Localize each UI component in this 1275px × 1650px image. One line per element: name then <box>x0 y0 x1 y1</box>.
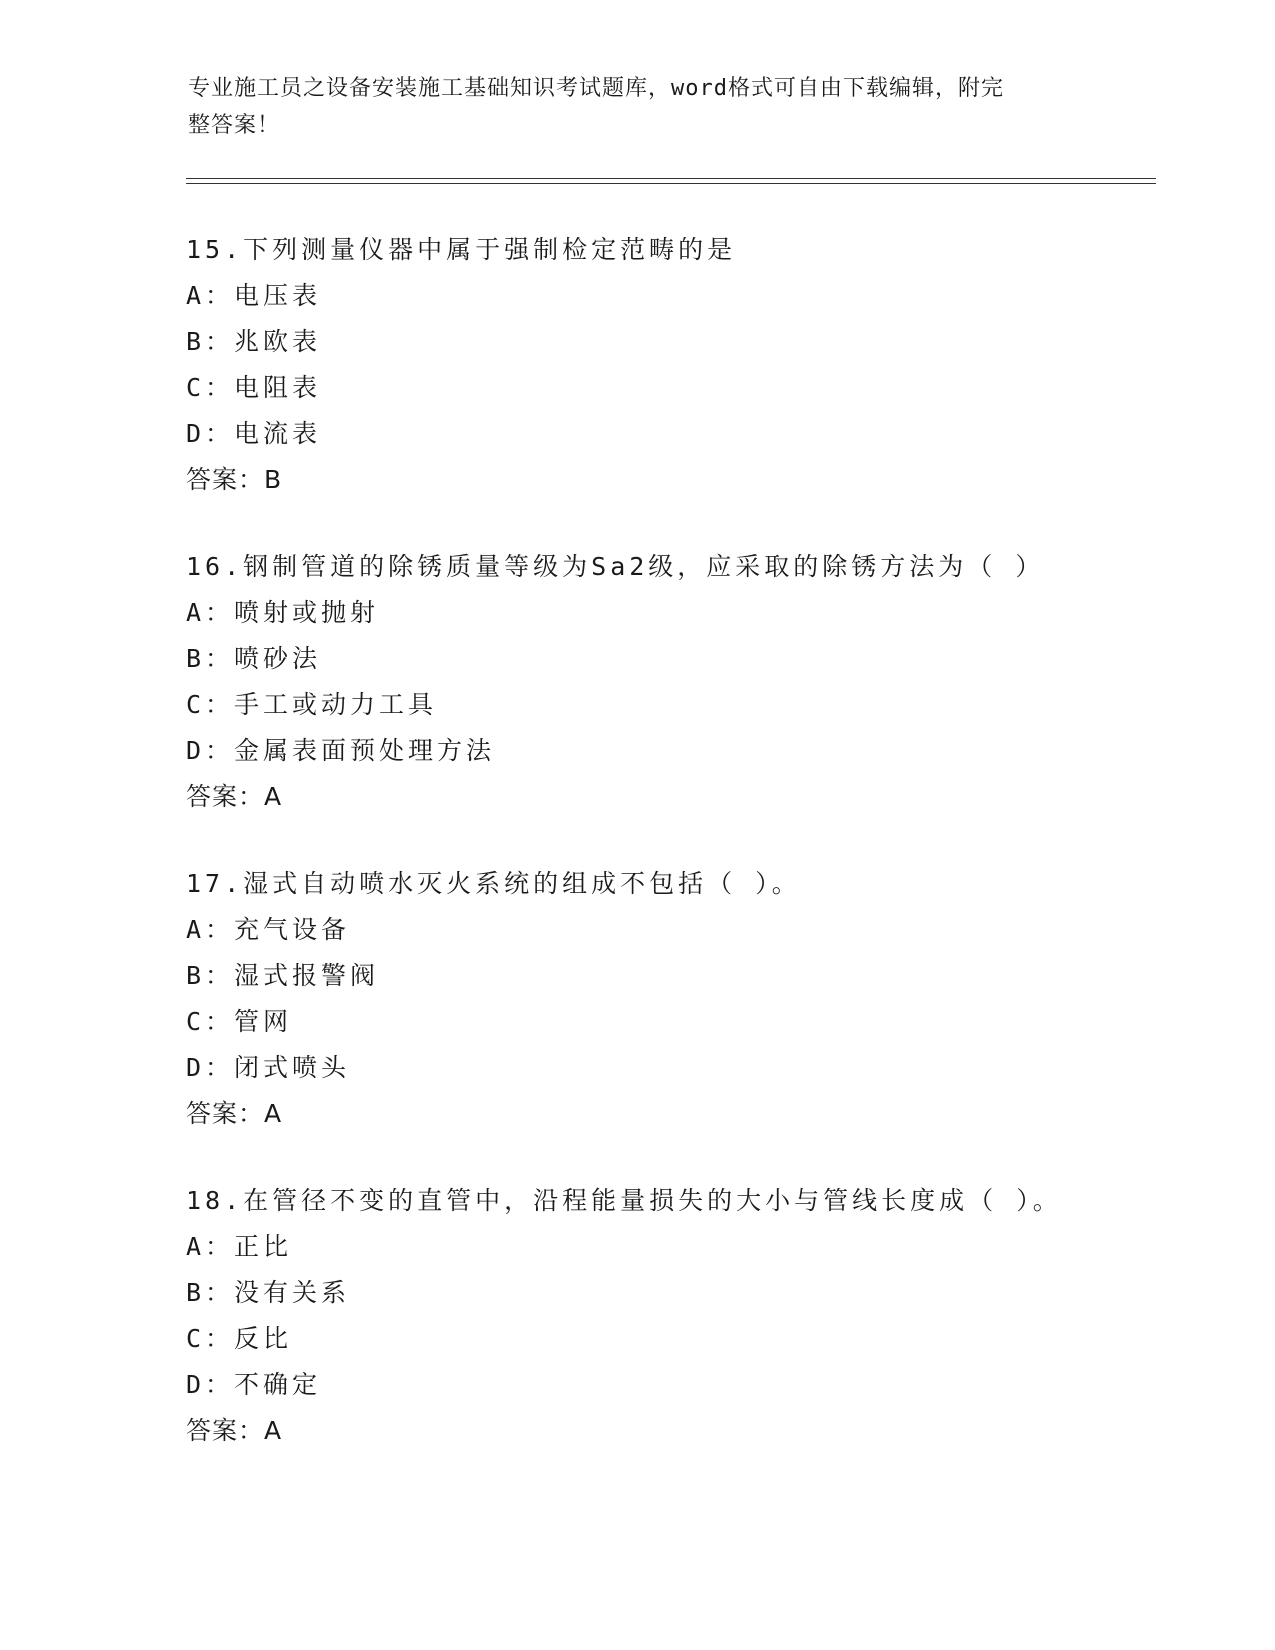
question-title: 18.在管径不变的直管中，沿程能量损失的大小与管线长度成（ ）。 <box>186 1186 1062 1215</box>
document-header <box>188 70 1068 144</box>
option-c: C：管网 <box>186 1007 293 1036</box>
option-b: B：湿式报警阀 <box>186 961 380 990</box>
option-a: A：正比 <box>186 1232 293 1261</box>
option-b: B：没有关系 <box>186 1278 351 1307</box>
question-title: 16.钢制管道的除锈质量等级为Sa2级，应采取的除锈方法为（ ） <box>186 552 1045 581</box>
header-divider-top <box>186 178 1156 179</box>
option-b: B：兆欧表 <box>186 327 322 356</box>
header-divider-bottom <box>186 183 1156 184</box>
header-line-1: 专业施工员之设备安装施工基础知识考试题库，word格式可自由下载编辑，附完 <box>188 76 1004 101</box>
answer: 答案：A <box>186 1099 283 1128</box>
option-c: C：反比 <box>186 1324 293 1353</box>
option-d: D：不确定 <box>186 1370 322 1399</box>
question-15 <box>186 227 1126 503</box>
answer: 答案：A <box>186 782 283 811</box>
answer: 答案：A <box>186 1416 283 1445</box>
option-b: B：喷砂法 <box>186 644 322 673</box>
header-line-2: 整答案！ <box>188 113 281 138</box>
option-d: D：电流表 <box>186 419 322 448</box>
option-a: A：喷射或抛射 <box>186 598 380 627</box>
question-18 <box>186 1178 1126 1454</box>
option-d: D：闭式喷头 <box>186 1053 351 1082</box>
question-16 <box>186 544 1126 820</box>
question-17 <box>186 861 1126 1137</box>
option-c: C：手工或动力工具 <box>186 690 438 719</box>
question-title: 17.湿式自动喷水灭火系统的组成不包括（ ）。 <box>186 869 801 898</box>
option-d: D：金属表面预处理方法 <box>186 736 496 765</box>
option-a: A：电压表 <box>186 281 322 310</box>
option-a: A：充气设备 <box>186 915 351 944</box>
option-c: C：电阻表 <box>186 373 322 402</box>
answer: 答案：B <box>186 465 283 494</box>
question-title: 15.下列测量仪器中属于强制检定范畴的是 <box>186 235 737 264</box>
